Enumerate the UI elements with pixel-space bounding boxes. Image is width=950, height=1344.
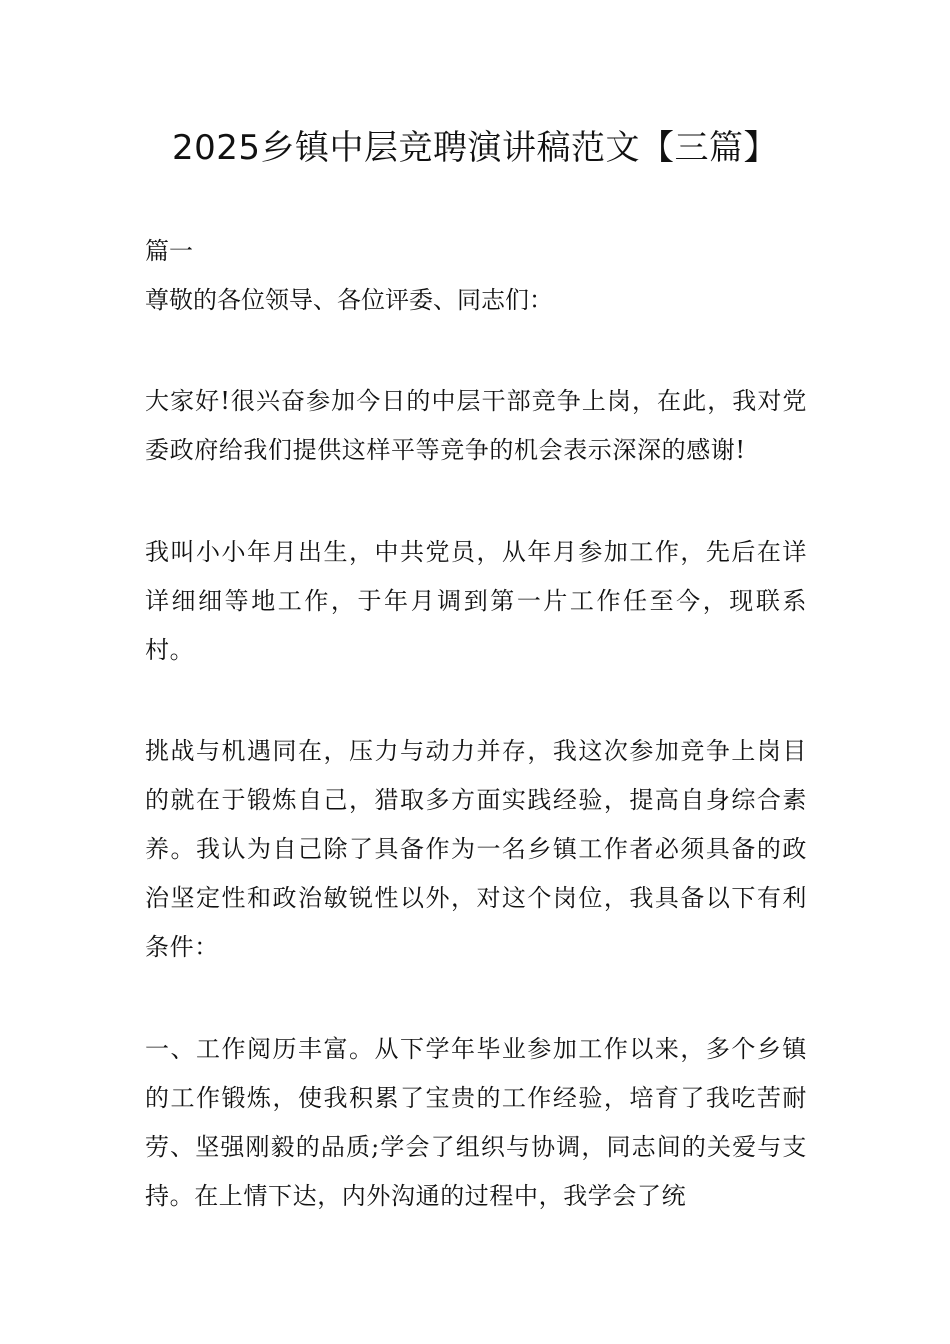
paragraph-greeting: 大家好!很兴奋参加今日的中层干部竞争上岗，在此，我对党委政府给我们提供这样平等竞争的机会表示深深的感谢! <box>145 387 807 464</box>
paragraph-motivation: 挑战与机遇同在，压力与动力并存，我这次参加竞争上岗目的就在于锻炼自己，猎取多方面实践经验，提高自身综合素养。我认为自己除了具备作为一名乡镇工作者必须具备的政治坚定性和政治敏锐性以外，对这个岗位，我具备以下有利条件： <box>145 737 807 961</box>
paragraph-experience: 一、工作阅历丰富。从下学年毕业参加工作以来，多个乡镇的工作锻炼，使我积累了宝贵的工作经验，培育了我吃苦耐劳、坚强刚毅的品质;学会了组织与协调，同志间的关爱与支持。在上情下达，内外沟通的过程中，我学会了统 <box>145 1035 807 1210</box>
section-label: 篇一 <box>145 237 193 265</box>
document-title: 2025乡镇中层竞聘演讲稿范文【三篇】 <box>171 128 779 168</box>
salutation: 尊敬的各位领导、各位评委、同志们： <box>145 286 553 314</box>
paragraph-introduction: 我叫小小年月出生，中共党员，从年月参加工作，先后在详详细细等地工作，于年月调到第一片工作任至今，现联系村。 <box>145 538 807 664</box>
